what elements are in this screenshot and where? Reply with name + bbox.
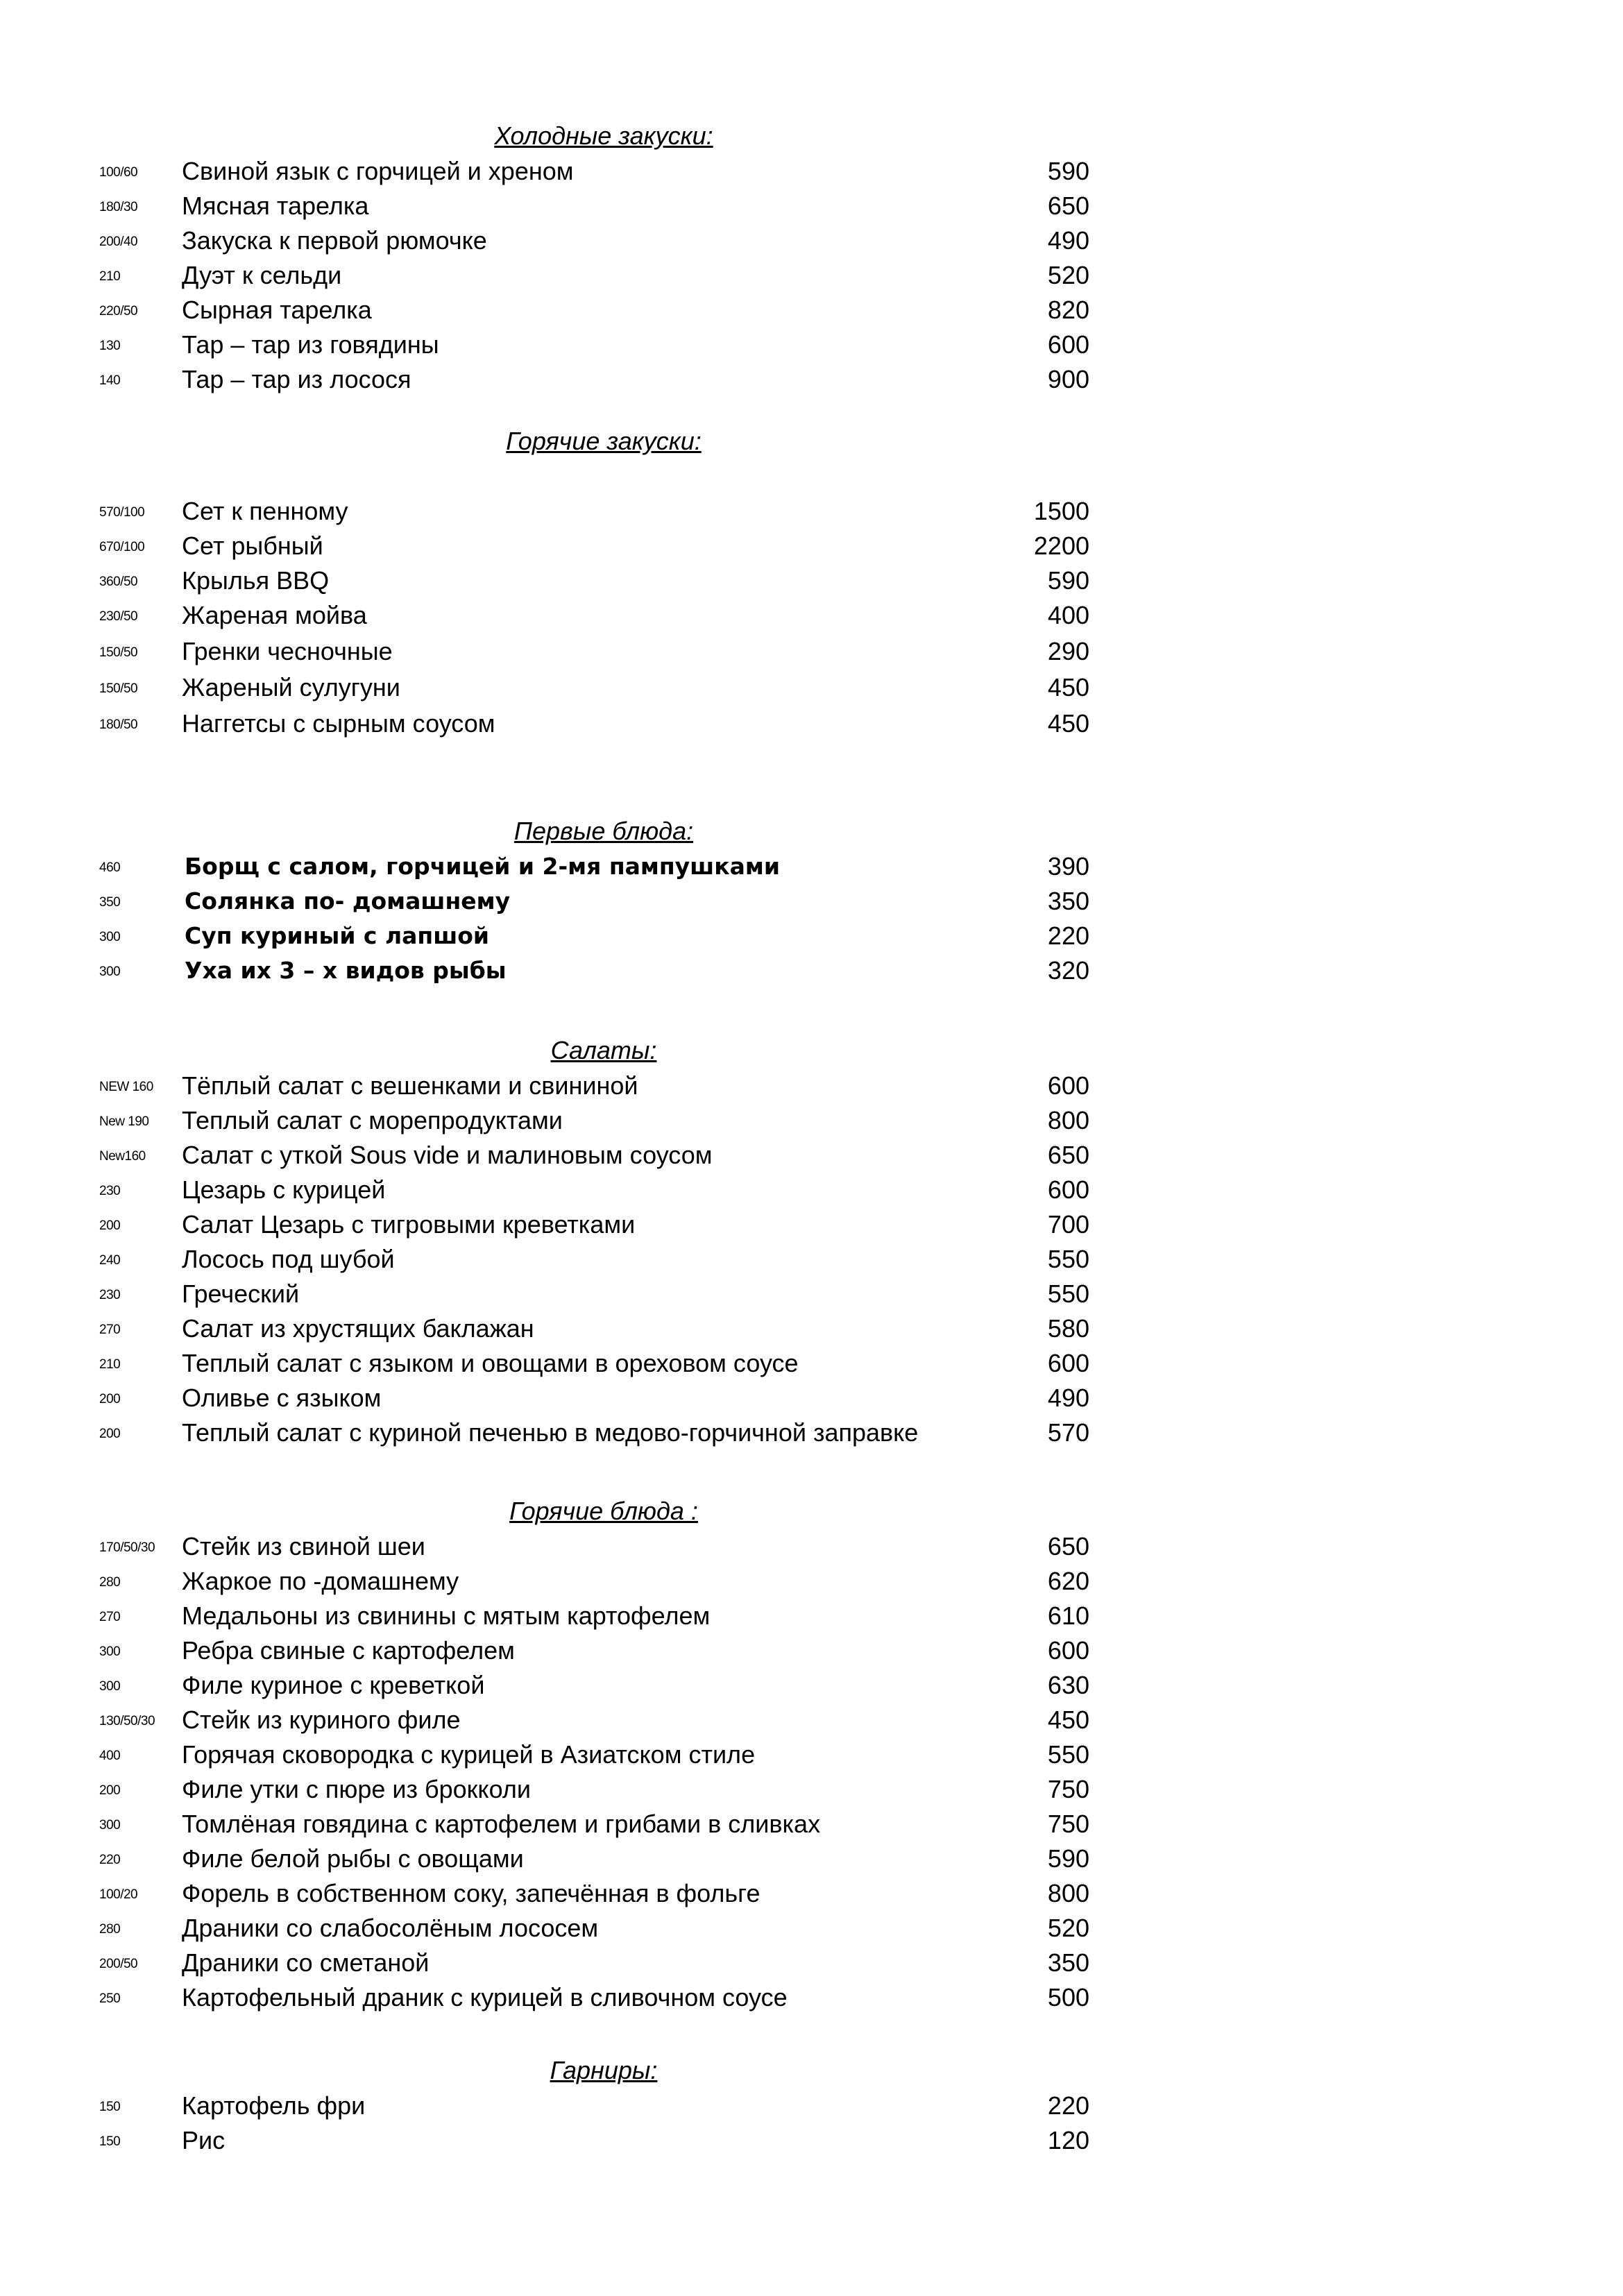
item-weight: 200 xyxy=(99,1783,121,1798)
item-price: 550 xyxy=(1047,1279,1089,1308)
item-price: 400 xyxy=(1047,601,1089,629)
item-name: Крылья BBQ xyxy=(182,566,330,595)
item-weight: 180/50 xyxy=(99,717,138,732)
section-heading: Горячие блюда : xyxy=(509,1497,698,1525)
item-price: 550 xyxy=(1047,1740,1089,1769)
item-price: 390 xyxy=(1047,852,1089,881)
item-weight: 300 xyxy=(99,1818,121,1832)
item-name: Филе куриное с креветкой xyxy=(182,1671,485,1699)
item-name: Борщ с салом, горчицей и 2-мя пампушками xyxy=(185,853,780,880)
item-name: Форель в собственном соку, запечённая в фольге xyxy=(182,1879,760,1907)
item-price: 820 xyxy=(1047,296,1089,324)
item-weight: 300 xyxy=(99,1644,121,1659)
item-name: Салат из хрустящих баклажан xyxy=(182,1314,534,1343)
menu-item xyxy=(0,1564,1623,1599)
item-price: 550 xyxy=(1047,1245,1089,1273)
menu-item xyxy=(0,1876,1623,1911)
menu-item xyxy=(0,563,1623,598)
item-price: 320 xyxy=(1047,956,1089,985)
menu-item xyxy=(0,154,1623,189)
menu-item xyxy=(0,919,1623,953)
item-weight: 270 xyxy=(99,1323,121,1337)
menu-item xyxy=(0,529,1623,563)
item-weight: 230 xyxy=(99,1288,121,1302)
menu-item xyxy=(0,1381,1623,1415)
item-price: 650 xyxy=(1047,192,1089,220)
item-name: Ребра свиные с картофелем xyxy=(182,1636,515,1665)
menu-item xyxy=(0,1242,1623,1277)
section-heading: Гарниры: xyxy=(550,2056,658,2084)
item-price: 520 xyxy=(1047,261,1089,289)
item-weight: 220 xyxy=(99,1853,121,1867)
item-weight: 200/40 xyxy=(99,235,138,249)
item-name: Гренки чесночные xyxy=(182,637,393,665)
item-name: Суп куриный с лапшой xyxy=(185,922,490,949)
item-weight: 210 xyxy=(99,1357,121,1372)
menu-item xyxy=(0,2123,1623,2158)
menu-item xyxy=(0,1842,1623,1876)
item-name: Тёплый салат с вешенками и свининой xyxy=(182,1071,638,1100)
item-name: Наггетсы с сырным соусом xyxy=(182,709,495,738)
item-price: 610 xyxy=(1047,1601,1089,1630)
menu-item xyxy=(0,293,1623,328)
menu-item xyxy=(0,1737,1623,1772)
item-weight: 130/50/30 xyxy=(99,1714,155,1728)
item-weight: 100/60 xyxy=(99,165,138,180)
item-weight: 250 xyxy=(99,1991,121,2006)
menu-item xyxy=(0,598,1623,633)
menu-item xyxy=(0,849,1623,884)
menu-item xyxy=(0,670,1623,705)
item-name: Оливье с языком xyxy=(182,1384,382,1412)
menu-item xyxy=(0,953,1623,988)
item-weight: New160 xyxy=(99,1149,146,1164)
menu-item xyxy=(0,1138,1623,1173)
item-weight: 150/50 xyxy=(99,681,138,696)
item-name: Жареная мойва xyxy=(182,601,367,629)
item-name: Жаркое по -домашнему xyxy=(182,1567,459,1595)
item-price: 900 xyxy=(1047,365,1089,393)
item-name: Салат с уткой Sous vide и малиновым соусом xyxy=(182,1141,713,1169)
menu-item xyxy=(0,1311,1623,1346)
menu-item xyxy=(0,1772,1623,1807)
item-weight: 400 xyxy=(99,1749,121,1763)
item-price: 450 xyxy=(1047,709,1089,738)
menu-item xyxy=(0,1173,1623,1207)
item-name: Рис xyxy=(182,2126,226,2154)
item-weight: 150 xyxy=(99,2100,121,2114)
item-weight: 350 xyxy=(99,895,121,910)
item-weight: 240 xyxy=(99,1253,121,1268)
section-heading: Салаты: xyxy=(550,1036,657,1064)
item-weight: 200 xyxy=(99,1218,121,1233)
item-weight: 200 xyxy=(99,1392,121,1406)
item-name: Сет рыбный xyxy=(182,532,323,560)
item-price: 630 xyxy=(1047,1671,1089,1699)
menu-item xyxy=(0,1415,1623,1450)
item-name: Филе белой рыбы с овощами xyxy=(182,1844,524,1873)
item-weight: 200/50 xyxy=(99,1957,138,1971)
menu-item xyxy=(0,634,1623,669)
item-price: 220 xyxy=(1047,921,1089,950)
item-name: Филе утки с пюре из брокколи xyxy=(182,1775,531,1803)
item-price: 600 xyxy=(1047,1071,1089,1100)
item-price: 800 xyxy=(1047,1106,1089,1134)
item-name: Мясная тарелка xyxy=(182,192,369,220)
item-name: Тар – тар из лосося xyxy=(182,365,411,393)
section-heading: Первые блюда: xyxy=(513,817,694,845)
item-weight: 230/50 xyxy=(99,609,138,624)
item-name: Сет к пенному xyxy=(182,497,348,525)
item-weight: New 190 xyxy=(99,1114,149,1129)
menu-item xyxy=(0,328,1623,362)
item-weight: 230 xyxy=(99,1184,121,1198)
item-price: 600 xyxy=(1047,1175,1089,1204)
item-weight: 360/50 xyxy=(99,575,138,589)
item-weight: 180/30 xyxy=(99,200,138,214)
item-price: 600 xyxy=(1047,330,1089,359)
item-name: Теплый салат с языком и овощами в ореховом соусе xyxy=(182,1349,799,1377)
item-weight: 270 xyxy=(99,1610,121,1624)
item-name: Сырная тарелка xyxy=(182,296,372,324)
item-price: 600 xyxy=(1047,1349,1089,1377)
item-name: Уха их 3 – х видов рыбы xyxy=(185,957,507,984)
menu-item xyxy=(0,494,1623,529)
menu-item xyxy=(0,1946,1623,1980)
menu-item xyxy=(0,189,1623,223)
item-price: 450 xyxy=(1047,1706,1089,1734)
item-price: 490 xyxy=(1047,1384,1089,1412)
item-name: Драники со слабосолёным лососем xyxy=(182,1914,599,1942)
item-weight: 170/50/30 xyxy=(99,1540,155,1555)
menu-item xyxy=(0,1346,1623,1381)
menu-item xyxy=(0,1599,1623,1633)
menu-item xyxy=(0,1207,1623,1242)
item-name: Дуэт к сельди xyxy=(182,261,342,289)
menu-item xyxy=(0,258,1623,293)
item-price: 580 xyxy=(1047,1314,1089,1343)
item-name: Картофельный драник с курицей в сливочном соусе xyxy=(182,1983,788,2012)
item-name: Салат Цезарь с тигровыми креветками xyxy=(182,1210,636,1239)
item-price: 590 xyxy=(1047,566,1089,595)
item-price: 220 xyxy=(1047,2091,1089,2120)
item-price: 620 xyxy=(1047,1567,1089,1595)
item-price: 600 xyxy=(1047,1636,1089,1665)
item-price: 120 xyxy=(1047,2126,1089,2154)
item-weight: 300 xyxy=(99,1679,121,1694)
item-weight: 150/50 xyxy=(99,645,138,660)
menu-item xyxy=(0,1529,1623,1564)
item-name: Картофель фри xyxy=(182,2091,366,2120)
menu-item xyxy=(0,362,1623,397)
menu-item xyxy=(0,1633,1623,1668)
menu-item xyxy=(0,1069,1623,1103)
section-heading: Холодные закуски: xyxy=(494,121,713,150)
item-weight: 300 xyxy=(99,964,121,979)
item-weight: 300 xyxy=(99,930,121,944)
menu-item xyxy=(0,1277,1623,1311)
item-price: 290 xyxy=(1047,637,1089,665)
menu-item xyxy=(0,1911,1623,1946)
menu-item xyxy=(0,1103,1623,1138)
item-price: 520 xyxy=(1047,1914,1089,1942)
menu-item xyxy=(0,1807,1623,1842)
menu-item xyxy=(0,223,1623,258)
item-price: 750 xyxy=(1047,1775,1089,1803)
item-price: 350 xyxy=(1047,1948,1089,1977)
item-weight: 280 xyxy=(99,1575,121,1590)
item-weight: 220/50 xyxy=(99,304,138,318)
item-price: 570 xyxy=(1047,1418,1089,1447)
item-weight: 130 xyxy=(99,339,121,353)
menu-item xyxy=(0,706,1623,741)
item-price: 800 xyxy=(1047,1879,1089,1907)
menu-item xyxy=(0,1980,1623,2015)
item-name: Стейк из свиной шеи xyxy=(182,1532,425,1561)
item-weight: NEW 160 xyxy=(99,1080,153,1094)
item-weight: 460 xyxy=(99,860,121,875)
item-name: Медальоны из свинины с мятым картофелем xyxy=(182,1601,711,1630)
item-price: 490 xyxy=(1047,226,1089,255)
item-name: Свиной язык с горчицей и хреном xyxy=(182,157,574,185)
item-weight: 200 xyxy=(99,1427,121,1441)
item-name: Лосось под шубой xyxy=(182,1245,395,1273)
menu-item xyxy=(0,1668,1623,1703)
item-price: 2200 xyxy=(1033,532,1089,560)
item-price: 350 xyxy=(1047,887,1089,915)
item-name: Греческий xyxy=(182,1279,300,1308)
item-price: 650 xyxy=(1047,1141,1089,1169)
item-price: 750 xyxy=(1047,1810,1089,1838)
item-name: Теплый салат с куриной печенью в медово-горчичной заправке xyxy=(182,1418,919,1447)
item-weight: 140 xyxy=(99,373,121,388)
item-name: Жареный сулугуни xyxy=(182,673,400,701)
item-name: Томлёная говядина с картофелем и грибами в сливках xyxy=(182,1810,821,1838)
item-name: Драники со сметаной xyxy=(182,1948,430,1977)
item-price: 590 xyxy=(1047,157,1089,185)
item-name: Стейк из куриного филе xyxy=(182,1706,461,1734)
menu-item xyxy=(0,2089,1623,2123)
item-weight: 670/100 xyxy=(99,540,145,554)
item-name: Цезарь с курицей xyxy=(182,1175,386,1204)
item-price: 650 xyxy=(1047,1532,1089,1561)
item-weight: 570/100 xyxy=(99,505,145,520)
item-name: Тар – тар из говядины xyxy=(182,330,439,359)
item-name: Теплый салат с морепродуктами xyxy=(182,1106,563,1134)
item-price: 500 xyxy=(1047,1983,1089,2012)
item-price: 1500 xyxy=(1033,497,1089,525)
item-weight: 280 xyxy=(99,1922,121,1937)
item-weight: 150 xyxy=(99,2134,121,2149)
item-name: Солянка по- домашнему xyxy=(185,887,511,915)
item-weight: 210 xyxy=(99,269,121,284)
menu-item xyxy=(0,1703,1623,1737)
item-name: Закуска к первой рюмочке xyxy=(182,226,487,255)
section-heading: Горячие закуски: xyxy=(506,427,702,455)
item-price: 700 xyxy=(1047,1210,1089,1239)
item-name: Горячая сковородка с курицей в Азиатском стиле xyxy=(182,1740,756,1769)
item-price: 590 xyxy=(1047,1844,1089,1873)
item-price: 450 xyxy=(1047,673,1089,701)
menu-item xyxy=(0,884,1623,919)
item-weight: 100/20 xyxy=(99,1887,138,1902)
